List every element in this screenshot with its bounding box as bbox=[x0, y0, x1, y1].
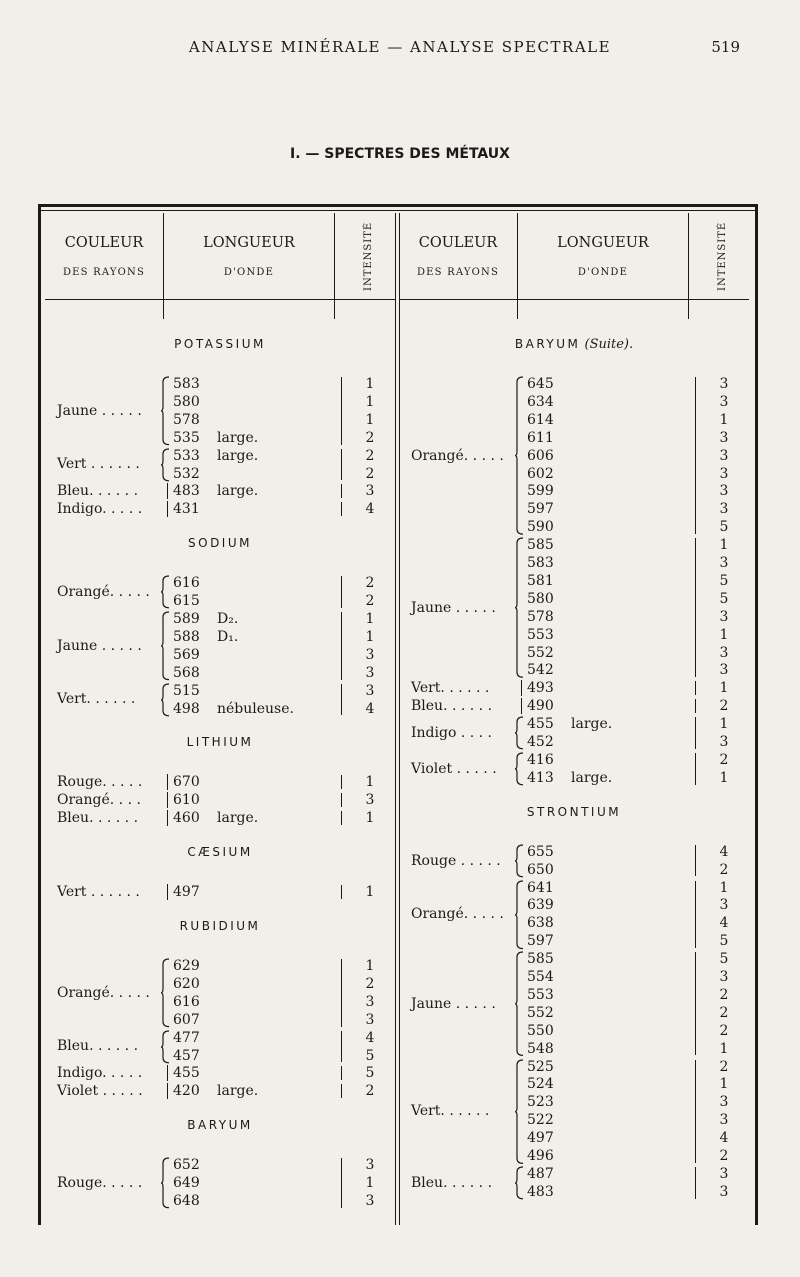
table-row bbox=[399, 896, 749, 914]
table-row bbox=[399, 500, 749, 518]
color-label: Bleu. . . . . . bbox=[411, 1174, 493, 1191]
section-name: LITHIUM bbox=[186, 735, 254, 750]
section-title bbox=[45, 337, 395, 351]
line-note: D₂. bbox=[217, 611, 239, 627]
wavelength-value: 524 bbox=[527, 1076, 554, 1093]
color-label: Vert. . . . . . bbox=[57, 691, 136, 708]
wavelength-value: 583 bbox=[527, 555, 554, 571]
intensity-value: 3 bbox=[365, 792, 375, 809]
section-title bbox=[399, 337, 749, 352]
section-name: BARYUM bbox=[514, 337, 581, 351]
header-color-label: COULEUR bbox=[64, 235, 144, 251]
line-note: nébuleuse. bbox=[217, 700, 294, 717]
table-row bbox=[399, 769, 749, 787]
intensity-value: 3 bbox=[719, 1112, 729, 1129]
intensity-value: 1 bbox=[719, 680, 729, 697]
page-title: I. — SPECTRES DES MÉTAUX bbox=[290, 146, 510, 162]
intensity-value: 2 bbox=[719, 1022, 729, 1039]
intensity-value: 5 bbox=[719, 951, 729, 968]
wavelength-value: 616 bbox=[173, 993, 200, 1010]
wavelength-value: 597 bbox=[527, 933, 554, 950]
intensity-value: 5 bbox=[719, 590, 729, 607]
wavelength-value: 457 bbox=[173, 1047, 200, 1064]
intensity-value: 2 bbox=[719, 1148, 729, 1164]
intensity-value: 1 bbox=[365, 393, 375, 410]
intensity-value: 1 bbox=[365, 774, 375, 791]
intensity-value: 3 bbox=[365, 1157, 375, 1174]
wavelength-value: 487 bbox=[527, 1165, 554, 1182]
intensity-value: 3 bbox=[719, 662, 729, 679]
intensity-value: 3 bbox=[719, 734, 729, 750]
wavelength-value: 452 bbox=[527, 734, 554, 750]
section-name: CÆSIUM bbox=[187, 845, 253, 860]
right-column-block bbox=[399, 213, 749, 1225]
table-row bbox=[399, 950, 749, 968]
table-row bbox=[399, 1111, 749, 1129]
table-row bbox=[399, 644, 749, 662]
table-row bbox=[45, 429, 395, 447]
intensity-value: 1 bbox=[365, 810, 375, 827]
wavelength-value: 535 bbox=[173, 429, 200, 446]
intensity-value: 1 bbox=[365, 1175, 375, 1192]
line-note: large. bbox=[571, 769, 613, 786]
intensity-value: 3 bbox=[365, 682, 375, 699]
color-label: Vert. . . . . . bbox=[411, 680, 490, 697]
wavelength-value: 641 bbox=[527, 879, 554, 896]
color-label: Violet . . . . . bbox=[57, 1083, 143, 1100]
table-row bbox=[399, 1040, 749, 1058]
color-label: Rouge. . . . . bbox=[57, 1175, 143, 1192]
section-name: SODIUM bbox=[188, 536, 252, 551]
table-row bbox=[399, 1165, 749, 1183]
table-row bbox=[399, 1129, 749, 1147]
intensity-value: 3 bbox=[365, 664, 375, 681]
wavelength-value: 413 bbox=[527, 769, 554, 786]
table-row bbox=[45, 375, 395, 393]
intensity-value: 2 bbox=[719, 751, 729, 768]
header-wavelength-sub: D'ONDE bbox=[577, 267, 629, 278]
color-label: Vert . . . . . . bbox=[57, 456, 140, 473]
table-row bbox=[399, 626, 749, 644]
color-label: Jaune . . . . . bbox=[57, 402, 142, 419]
wavelength-value: 580 bbox=[527, 590, 554, 607]
table-row bbox=[399, 679, 749, 697]
wavelength-value: 498 bbox=[173, 700, 200, 717]
wavelength-value: 578 bbox=[173, 411, 200, 428]
table-row bbox=[399, 1058, 749, 1076]
line-note: D₁. bbox=[217, 628, 239, 645]
intensity-value: 1 bbox=[719, 626, 729, 643]
intensity-value: 3 bbox=[719, 897, 729, 914]
table-row bbox=[45, 1064, 395, 1082]
table-row bbox=[45, 1029, 395, 1047]
intensity-value: 3 bbox=[719, 608, 729, 625]
table-row bbox=[45, 646, 395, 664]
wavelength-value: 599 bbox=[527, 483, 554, 500]
wavelength-value: 568 bbox=[173, 664, 200, 681]
wavelength-value: 431 bbox=[173, 501, 200, 518]
table-row bbox=[45, 773, 395, 791]
wavelength-value: 483 bbox=[173, 483, 200, 500]
table-row bbox=[45, 628, 395, 646]
table-row bbox=[45, 465, 395, 483]
table-row bbox=[399, 411, 749, 429]
table-row bbox=[45, 482, 395, 500]
section-title bbox=[399, 805, 749, 819]
intensity-value: 1 bbox=[365, 958, 375, 974]
running-head: ANALYSE MINÉRALE — ANALYSE SPECTRALE bbox=[188, 38, 612, 56]
table-row bbox=[45, 1192, 395, 1210]
section-title bbox=[45, 919, 395, 933]
header-color-sub: DES RAYONS bbox=[416, 267, 500, 278]
section-title bbox=[45, 845, 395, 859]
wavelength-value: 645 bbox=[527, 376, 554, 392]
spectra-table bbox=[38, 204, 758, 1225]
wavelength-value: 420 bbox=[173, 1083, 200, 1100]
intensity-value: 3 bbox=[365, 993, 375, 1010]
wavelength-value: 496 bbox=[527, 1148, 554, 1164]
color-label: Indigo. . . . . bbox=[57, 1065, 143, 1082]
intensity-value: 3 bbox=[719, 447, 729, 464]
table-row bbox=[399, 661, 749, 679]
color-label: Vert. . . . . . bbox=[411, 1103, 490, 1120]
page-number: 519 bbox=[711, 38, 740, 56]
table-row bbox=[45, 393, 395, 411]
wavelength-value: 553 bbox=[527, 626, 554, 643]
wavelength-value: 588 bbox=[173, 628, 200, 645]
table-row bbox=[399, 518, 749, 536]
wavelength-value: 639 bbox=[527, 897, 554, 914]
intensity-value: 4 bbox=[365, 1029, 375, 1046]
line-note: large. bbox=[571, 716, 613, 733]
intensity-value: 3 bbox=[719, 393, 729, 410]
table-row bbox=[399, 733, 749, 751]
header-wavelength-label: LONGUEUR bbox=[203, 235, 295, 251]
color-label: Bleu. . . . . . bbox=[57, 810, 139, 827]
table-row bbox=[45, 883, 395, 901]
intensity-value: 2 bbox=[365, 975, 375, 992]
table-row bbox=[45, 664, 395, 682]
color-label: Orangé. . . . . bbox=[57, 984, 150, 1001]
table-row bbox=[399, 843, 749, 861]
wavelength-value: 610 bbox=[173, 792, 200, 809]
table-row bbox=[399, 590, 749, 608]
section-name: POTASSIUM bbox=[174, 337, 266, 351]
intensity-value: 2 bbox=[719, 986, 729, 1003]
color-label: Bleu. . . . . . bbox=[57, 1038, 139, 1055]
wavelength-value: 580 bbox=[173, 393, 200, 410]
color-label: Orangé. . . . . bbox=[411, 447, 504, 464]
table-row bbox=[45, 1011, 395, 1029]
wavelength-value: 607 bbox=[173, 1011, 200, 1028]
intensity-value: 3 bbox=[719, 501, 729, 518]
table-row bbox=[399, 1093, 749, 1111]
intensity-value: 5 bbox=[719, 933, 729, 950]
intensity-value: 3 bbox=[719, 465, 729, 482]
intensity-value: 3 bbox=[719, 969, 729, 985]
wavelength-value: 550 bbox=[527, 1022, 554, 1039]
wavelength-value: 553 bbox=[527, 986, 554, 1003]
table-row bbox=[399, 986, 749, 1004]
table-row bbox=[399, 465, 749, 483]
color-label: Rouge. . . . . bbox=[57, 774, 143, 791]
table-row bbox=[45, 993, 395, 1011]
table-row bbox=[399, 1147, 749, 1165]
intensity-value: 2 bbox=[365, 593, 375, 610]
section-title bbox=[45, 1118, 395, 1132]
intensity-value: 2 bbox=[365, 447, 375, 464]
intensity-value: 1 bbox=[365, 411, 375, 428]
table-row bbox=[45, 700, 395, 718]
color-label: Violet . . . . . bbox=[411, 760, 497, 777]
intensity-value: 1 bbox=[365, 884, 375, 901]
wavelength-value: 548 bbox=[527, 1040, 554, 1057]
intensity-value: 1 bbox=[365, 628, 375, 645]
table-row bbox=[45, 1082, 395, 1100]
wavelength-value: 515 bbox=[173, 682, 200, 699]
wavelength-value: 533 bbox=[173, 447, 200, 464]
wavelength-value: 650 bbox=[527, 861, 554, 878]
wavelength-value: 606 bbox=[527, 447, 554, 464]
intensity-value: 3 bbox=[365, 646, 375, 663]
wavelength-value: 569 bbox=[173, 646, 200, 663]
table-row bbox=[45, 809, 395, 827]
intensity-value: 3 bbox=[719, 555, 729, 571]
intensity-value: 1 bbox=[719, 537, 729, 554]
wavelength-value: 578 bbox=[527, 608, 554, 625]
intensity-value: 4 bbox=[719, 843, 729, 860]
intensity-value: 3 bbox=[719, 1094, 729, 1111]
table-row bbox=[45, 1156, 395, 1174]
intensity-value: 4 bbox=[719, 915, 729, 932]
table-row bbox=[399, 751, 749, 769]
intensity-value: 5 bbox=[719, 572, 729, 589]
header-intensity-label: INTENSITÉ bbox=[363, 221, 374, 291]
intensity-value: 1 bbox=[719, 1040, 729, 1057]
wavelength-value: 460 bbox=[173, 810, 200, 827]
color-label: Vert . . . . . . bbox=[57, 884, 140, 901]
wavelength-value: 648 bbox=[173, 1193, 200, 1209]
table-row bbox=[45, 574, 395, 592]
table-row bbox=[45, 610, 395, 628]
intensity-value: 2 bbox=[719, 861, 729, 878]
intensity-value: 1 bbox=[719, 769, 729, 786]
wavelength-value: 455 bbox=[527, 716, 554, 733]
intensity-value: 2 bbox=[365, 465, 375, 482]
wavelength-value: 477 bbox=[173, 1029, 200, 1046]
wavelength-value: 552 bbox=[527, 644, 554, 661]
wavelength-value: 522 bbox=[527, 1112, 554, 1129]
wavelength-value: 523 bbox=[527, 1094, 554, 1111]
intensity-value: 5 bbox=[719, 519, 729, 536]
wavelength-value: 416 bbox=[527, 751, 554, 768]
intensity-value: 2 bbox=[719, 1058, 729, 1075]
wavelength-value: 602 bbox=[527, 465, 554, 482]
wavelength-value: 581 bbox=[527, 572, 554, 589]
wavelength-value: 616 bbox=[173, 575, 200, 592]
table-row bbox=[45, 682, 395, 700]
intensity-value: 1 bbox=[365, 376, 375, 392]
wavelength-value: 542 bbox=[527, 662, 554, 679]
header-intensity-label: INTENSITÉ bbox=[717, 221, 728, 291]
wavelength-value: 614 bbox=[527, 411, 554, 428]
color-label: Jaune . . . . . bbox=[57, 637, 142, 654]
color-label: Orangé. . . . . bbox=[57, 584, 150, 601]
table-row bbox=[399, 536, 749, 554]
header-color-sub: DES RAYONS bbox=[62, 267, 146, 278]
wavelength-value: 532 bbox=[173, 465, 200, 482]
wavelength-value: 455 bbox=[173, 1065, 200, 1082]
wavelength-value: 670 bbox=[173, 774, 200, 791]
intensity-value: 2 bbox=[719, 698, 729, 715]
color-label: Indigo . . . . bbox=[411, 724, 492, 741]
table-row bbox=[45, 411, 395, 429]
table-row bbox=[45, 592, 395, 610]
table-row bbox=[399, 554, 749, 572]
table-row bbox=[399, 914, 749, 932]
left-column-block bbox=[45, 213, 395, 1225]
wavelength-value: 583 bbox=[173, 376, 200, 392]
wavelength-value: 490 bbox=[527, 698, 554, 715]
line-note: large. bbox=[217, 447, 259, 464]
section-suffix: (Suite). bbox=[580, 337, 634, 352]
wavelength-value: 585 bbox=[527, 951, 554, 968]
intensity-value: 4 bbox=[365, 501, 375, 518]
intensity-value: 3 bbox=[719, 483, 729, 500]
section-name: BARYUM bbox=[187, 1118, 253, 1133]
line-note: large. bbox=[217, 483, 259, 500]
intensity-value: 2 bbox=[365, 1083, 375, 1100]
wavelength-value: 629 bbox=[173, 958, 200, 974]
intensity-value: 3 bbox=[365, 1193, 375, 1209]
wavelength-value: 649 bbox=[173, 1175, 200, 1192]
table-row bbox=[399, 715, 749, 733]
color-label: Orangé. . . . . bbox=[411, 906, 504, 923]
color-label: Jaune . . . . . bbox=[411, 995, 496, 1012]
color-label: Indigo. . . . . bbox=[57, 501, 143, 518]
table-row bbox=[399, 375, 749, 393]
table-row bbox=[399, 1004, 749, 1022]
intensity-value: 2 bbox=[365, 575, 375, 592]
table-row bbox=[399, 572, 749, 590]
table-row bbox=[399, 968, 749, 986]
left-rows bbox=[45, 213, 395, 1225]
wavelength-value: 652 bbox=[173, 1157, 200, 1174]
wavelength-value: 620 bbox=[173, 975, 200, 992]
intensity-value: 5 bbox=[365, 1047, 375, 1064]
table-row bbox=[399, 447, 749, 465]
wavelength-value: 554 bbox=[527, 969, 554, 985]
wavelength-value: 655 bbox=[527, 843, 554, 860]
table-row bbox=[399, 697, 749, 715]
wavelength-value: 493 bbox=[527, 680, 554, 697]
section-title bbox=[45, 735, 395, 749]
color-label: Orangé. . . . bbox=[57, 792, 141, 809]
table-row bbox=[399, 429, 749, 447]
table-row bbox=[399, 608, 749, 626]
color-label: Jaune . . . . . bbox=[411, 599, 496, 616]
wavelength-value: 638 bbox=[527, 915, 554, 932]
right-rows bbox=[399, 213, 749, 1225]
color-label: Bleu. . . . . . bbox=[57, 483, 139, 500]
intensity-value: 1 bbox=[719, 411, 729, 428]
wavelength-value: 497 bbox=[527, 1130, 554, 1147]
wavelength-value: 597 bbox=[527, 501, 554, 518]
table-row bbox=[399, 1022, 749, 1040]
wavelength-value: 585 bbox=[527, 537, 554, 554]
table-row bbox=[399, 932, 749, 950]
table-row bbox=[399, 879, 749, 897]
header-wavelength-label: LONGUEUR bbox=[557, 235, 649, 251]
table-row bbox=[45, 1174, 395, 1192]
intensity-value: 2 bbox=[365, 429, 375, 446]
intensity-value: 3 bbox=[719, 1165, 729, 1182]
intensity-value: 2 bbox=[719, 1004, 729, 1021]
header-wavelength-sub: D'ONDE bbox=[223, 267, 275, 278]
intensity-value: 1 bbox=[719, 1076, 729, 1093]
table-row bbox=[399, 482, 749, 500]
intensity-value: 1 bbox=[719, 879, 729, 896]
table-row bbox=[399, 1183, 749, 1201]
table-row bbox=[45, 500, 395, 518]
table-row bbox=[45, 1047, 395, 1065]
wavelength-value: 589 bbox=[173, 611, 200, 627]
section-name: STRONTIUM bbox=[526, 804, 622, 819]
header-color-label: COULEUR bbox=[418, 235, 498, 251]
wavelength-value: 615 bbox=[173, 593, 200, 610]
line-note: large. bbox=[217, 429, 259, 446]
section-name: RUBIDIUM bbox=[179, 919, 261, 933]
intensity-value: 1 bbox=[719, 716, 729, 733]
table-row bbox=[45, 791, 395, 809]
intensity-value: 3 bbox=[719, 429, 729, 446]
wavelength-value: 611 bbox=[527, 429, 554, 446]
intensity-value: 1 bbox=[365, 611, 375, 627]
table-row bbox=[45, 975, 395, 993]
intensity-value: 5 bbox=[365, 1065, 375, 1082]
table-row bbox=[399, 1075, 749, 1093]
table-row bbox=[45, 447, 395, 465]
table-row bbox=[399, 393, 749, 411]
intensity-value: 3 bbox=[719, 1183, 729, 1200]
intensity-value: 4 bbox=[365, 700, 375, 717]
wavelength-value: 552 bbox=[527, 1004, 554, 1021]
wavelength-value: 483 bbox=[527, 1183, 554, 1200]
color-label: Bleu. . . . . . bbox=[411, 698, 493, 715]
intensity-value: 3 bbox=[365, 483, 375, 500]
wavelength-value: 497 bbox=[173, 884, 200, 901]
intensity-value: 3 bbox=[719, 644, 729, 661]
line-note: large. bbox=[217, 1083, 259, 1100]
wavelength-value: 590 bbox=[527, 519, 554, 536]
table-row bbox=[45, 957, 395, 975]
line-note: large. bbox=[217, 810, 259, 827]
section-title bbox=[45, 536, 395, 550]
wavelength-value: 525 bbox=[527, 1058, 554, 1075]
intensity-value: 3 bbox=[719, 376, 729, 392]
wavelength-value: 634 bbox=[527, 393, 554, 410]
color-label: Rouge . . . . . bbox=[411, 852, 501, 869]
intensity-value: 3 bbox=[365, 1011, 375, 1028]
intensity-value: 4 bbox=[719, 1130, 729, 1147]
table-row bbox=[399, 861, 749, 879]
